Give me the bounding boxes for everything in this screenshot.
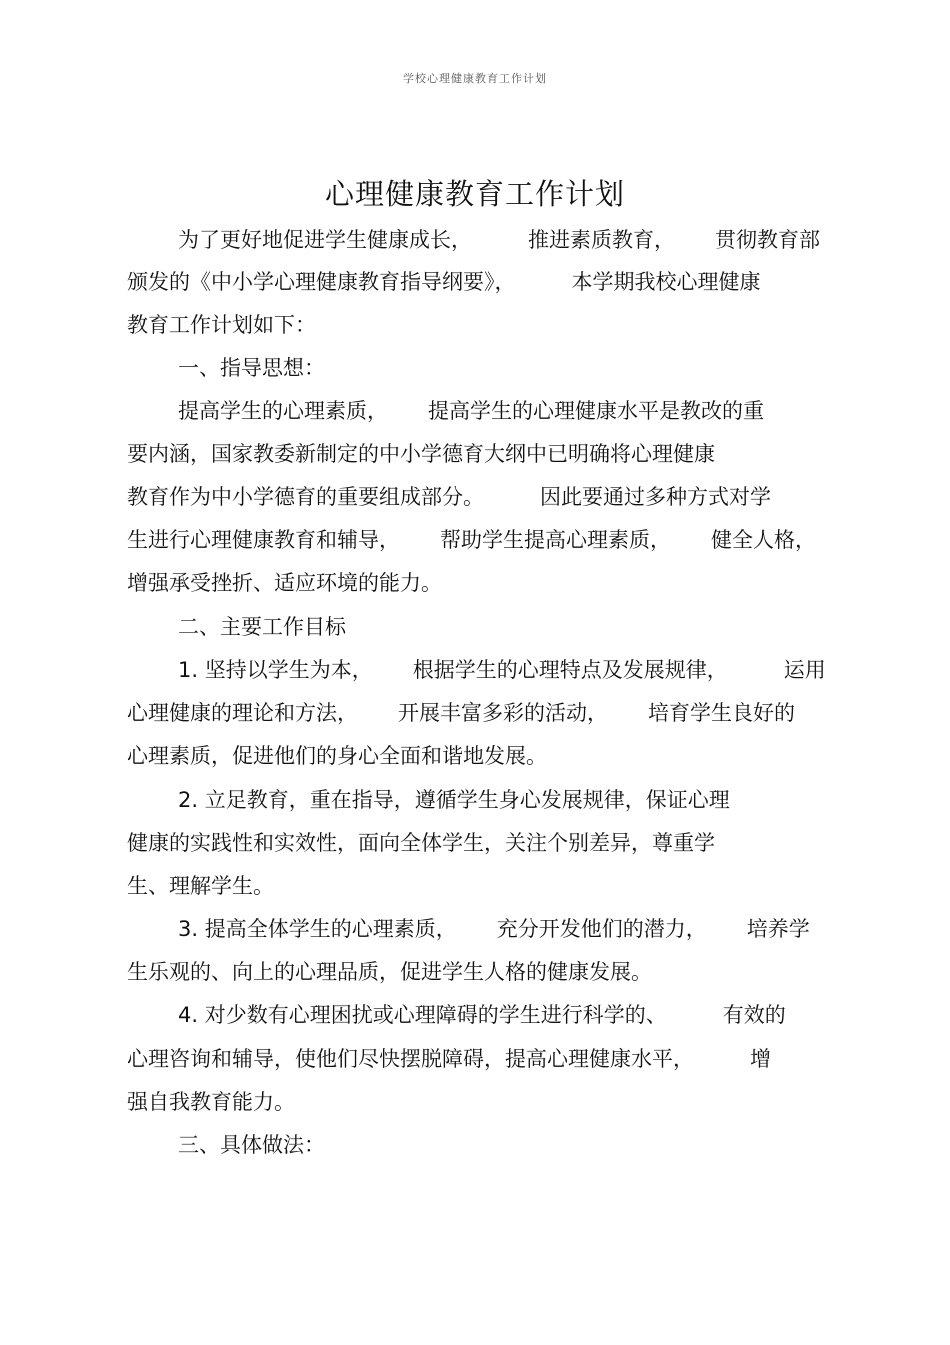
text-segment: 提高学生的心理健康水平是教改的重	[428, 399, 764, 423]
text-line	[127, 569, 847, 597]
text-line	[127, 699, 847, 727]
text-segment: 强自我教育能力。	[127, 1090, 295, 1114]
text-line	[127, 742, 847, 770]
text-segment: 增	[750, 1047, 771, 1071]
text-line	[127, 311, 847, 339]
text-segment: 贯彻教育部	[715, 228, 820, 252]
text-segment: 要内涵，国家教委新制定的中小学德育大纲中已明确将心理健康	[127, 442, 715, 466]
section-heading	[178, 613, 898, 641]
text-segment: 本学期我校心理健康	[571, 270, 761, 294]
text-segment: 生乐观的、向上的心理品质，促进学生人格的健康发展。	[127, 960, 652, 984]
text-segment: 3. 提高全体学生的心理素质，	[178, 917, 457, 941]
text-segment: 开展丰富多彩的活动，	[398, 701, 608, 725]
text-line	[127, 483, 847, 511]
text-segment: 颁发的《中小学心理健康教育指导纲要》，	[127, 270, 516, 294]
text-line	[127, 526, 847, 554]
text-line	[127, 440, 847, 468]
text-segment: 因此要通过多种方式对学	[540, 485, 771, 509]
text-segment: 为了更好地促进学生健康成长，	[178, 228, 472, 252]
text-segment: 有效的	[722, 1003, 786, 1027]
text-segment: 心理咨询和辅导，使他们尽快摆脱障碍，提高心理健康水平，	[127, 1047, 694, 1071]
text-line	[127, 1045, 847, 1073]
text-segment: 运用	[783, 658, 826, 682]
text-segment: 心理素质，促进他们的身心全面和谐地发展。	[127, 744, 547, 768]
text-line	[127, 872, 847, 900]
text-segment: 生、理解学生。	[127, 874, 274, 898]
text-segment: 帮助学生提高心理素质，	[440, 528, 671, 552]
text-line	[178, 786, 898, 814]
text-segment: 一、指导思想：	[178, 356, 325, 380]
text-segment: 培养学	[746, 917, 810, 941]
text-segment: 二、主要工作目标	[178, 615, 346, 639]
text-segment: 健康的实践性和实效性，面向全体学生，关注个别差异，尊重学	[127, 831, 715, 855]
text-segment: 推进素质教育，	[528, 228, 675, 252]
text-segment: 培育学生良好的	[648, 701, 795, 725]
text-line	[178, 656, 898, 684]
text-segment: 提高学生的心理素质，	[178, 399, 388, 423]
text-segment: 三、具体做法：	[178, 1133, 325, 1157]
text-line	[127, 829, 847, 857]
text-segment: 1. 坚持以学生为本，	[178, 658, 373, 682]
text-line	[178, 1001, 898, 1029]
text-segment: 4. 对少数有心理困扰或心理障碍的学生进行科学的、	[178, 1003, 667, 1027]
document-title: 心理健康教育工作计划	[324, 177, 625, 211]
text-segment: 心理健康的理论和方法，	[127, 701, 358, 725]
text-segment: 2. 立足教育，重在指导，遵循学生身心发展规律，保证心理	[178, 788, 730, 812]
section-heading	[178, 354, 898, 382]
text-line	[178, 226, 898, 254]
text-line	[178, 397, 898, 425]
text-segment: 充分开发他们的潜力，	[496, 917, 707, 941]
text-segment: 根据学生的心理特点及发展规律，	[412, 658, 728, 682]
text-line	[127, 1088, 847, 1116]
running-header: 学校心理健康教育工作计划	[403, 72, 547, 85]
text-segment: 生进行心理健康教育和辅导，	[127, 528, 400, 552]
text-segment: 教育作为中小学德育的重要组成部分。	[127, 485, 484, 509]
text-segment: 教育工作计划如下：	[127, 313, 316, 337]
text-line	[127, 268, 847, 296]
text-line	[178, 915, 898, 943]
section-heading	[178, 1131, 898, 1159]
text-segment: 健全人格，	[711, 528, 816, 552]
text-line	[127, 958, 847, 986]
text-segment: 增强承受挫折、适应环境的能力。	[127, 571, 442, 595]
